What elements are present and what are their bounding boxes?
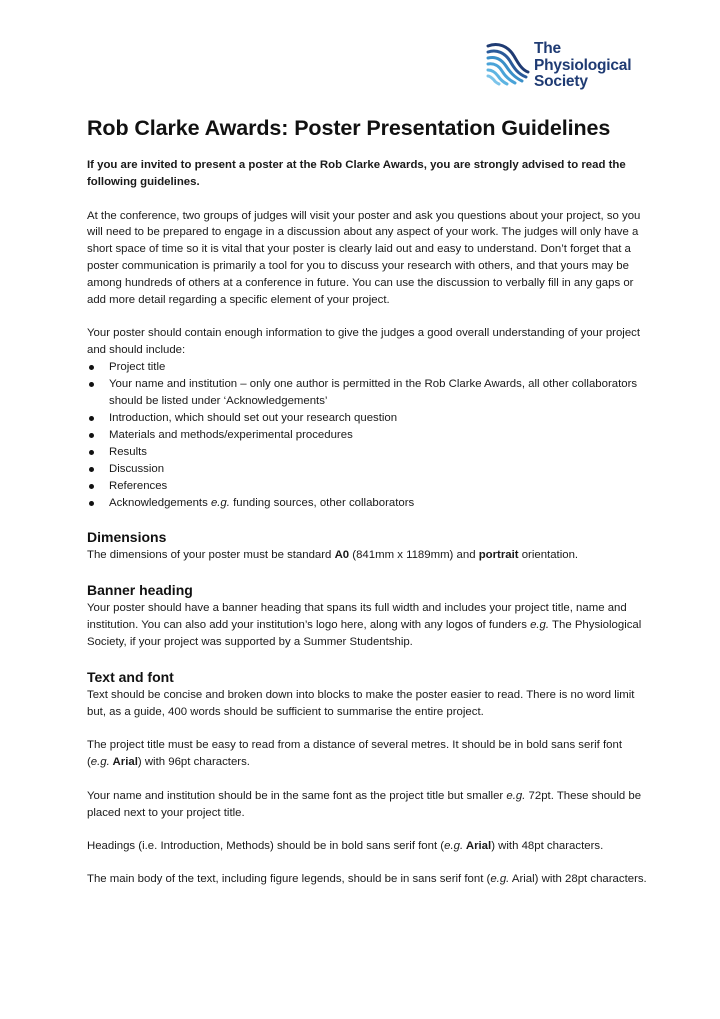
name-font-paragraph: Your name and institution should be in the same font as the project title but smaller e.g. 72pt. These should be placed next to your project title.: [87, 789, 642, 819]
society-logo: [484, 40, 631, 91]
logo-line-3: Society: [534, 73, 588, 90]
physiological-society-wave-icon: [484, 40, 530, 86]
bullet-icon: [89, 501, 94, 506]
intro-paragraph: If you are invited to present a poster at the Rob Clarke Awards, you are strongly advised to read the following guidelines.: [87, 159, 626, 188]
list-item: Discussion: [87, 461, 647, 478]
list-item: Acknowledgements e.g. funding sources, other collaborators: [87, 495, 647, 512]
text-concise-paragraph: Text should be concise and broken down into blocks to make the poster easier to read. There is no word limit but, as a guide, 400 words should be sufficient to summarise the entire project.: [87, 689, 635, 718]
logo-line-1: The: [534, 40, 561, 57]
title-font-paragraph: The project title must be easy to read from a distance of several metres. It should be in bold sans serif font (e.g. Arial) with 96pt characters.: [87, 739, 622, 769]
list-item: Materials and methods/experimental procedures: [87, 427, 647, 444]
bullet-icon: [89, 382, 94, 387]
page-title: Rob Clarke Awards: Poster Presentation Guidelines: [87, 116, 611, 140]
dimensions-paragraph: The dimensions of your poster must be standard A0 (841mm x 1189mm) and portrait orientation.: [87, 549, 579, 562]
list-item: Introduction, which should set out your research question: [87, 410, 647, 427]
bullet-icon: [89, 365, 94, 370]
banner-heading: Banner heading: [87, 582, 193, 599]
bullet-icon: [89, 467, 94, 472]
list-item: References: [87, 478, 647, 495]
banner-section: [87, 581, 647, 651]
bullet-icon: [89, 433, 94, 438]
bullet-icon: [89, 450, 94, 455]
logo-line-2: Physiological: [534, 56, 632, 74]
document-body: [87, 114, 647, 888]
text-font-section: [87, 668, 647, 888]
dimensions-section: [87, 528, 647, 564]
bullet-icon: [89, 484, 94, 489]
bullet-icon: [89, 416, 94, 421]
poster-content-paragraph: Your poster should contain enough information to give the judges a good overall understanding of your project and should include:: [87, 327, 641, 357]
text-font-heading: Text and font: [87, 669, 174, 686]
body-font-paragraph: The main body of the text, including figure legends, should be in sans serif font (e.g. Arial) with 28pt characters.: [87, 873, 647, 886]
conference-paragraph: At the conference, two groups of judges will visit your poster and ask you questions about your project, so you will need to be prepared to engage in a discussion about any aspect of your work. The judges will only have a short space of time so it is vital that your poster is clearly laid out and easy to understand. Don’t forget that a poster communication is primarily a tool for you to discuss your research with others, and that yours may be among hundreds of others at a conference in future. You can use the discussion to verbally fill in any gaps or add more detail regarding a specific element of your project.: [87, 209, 641, 307]
banner-paragraph: Your poster should have a banner heading that spans its full width and includes your project title, name and institution. You can also add your institution’s logo here, along with any logos of funders e.g. The Physiological Society, if your project was supported by a Summer Studentship.: [87, 602, 642, 649]
dimensions-heading: Dimensions: [87, 529, 167, 546]
list-item: Project title: [87, 359, 647, 376]
list-item: Results: [87, 444, 647, 461]
poster-content-list: [87, 359, 647, 511]
list-item: Your name and institution – only one author is permitted in the Rob Clarke Awards, all other collaborators should be listed under ‘Acknowledgements’: [87, 376, 647, 410]
headings-font-paragraph: Headings (i.e. Introduction, Methods) should be in bold sans serif font (e.g. Arial) with 48pt characters.: [87, 839, 604, 852]
